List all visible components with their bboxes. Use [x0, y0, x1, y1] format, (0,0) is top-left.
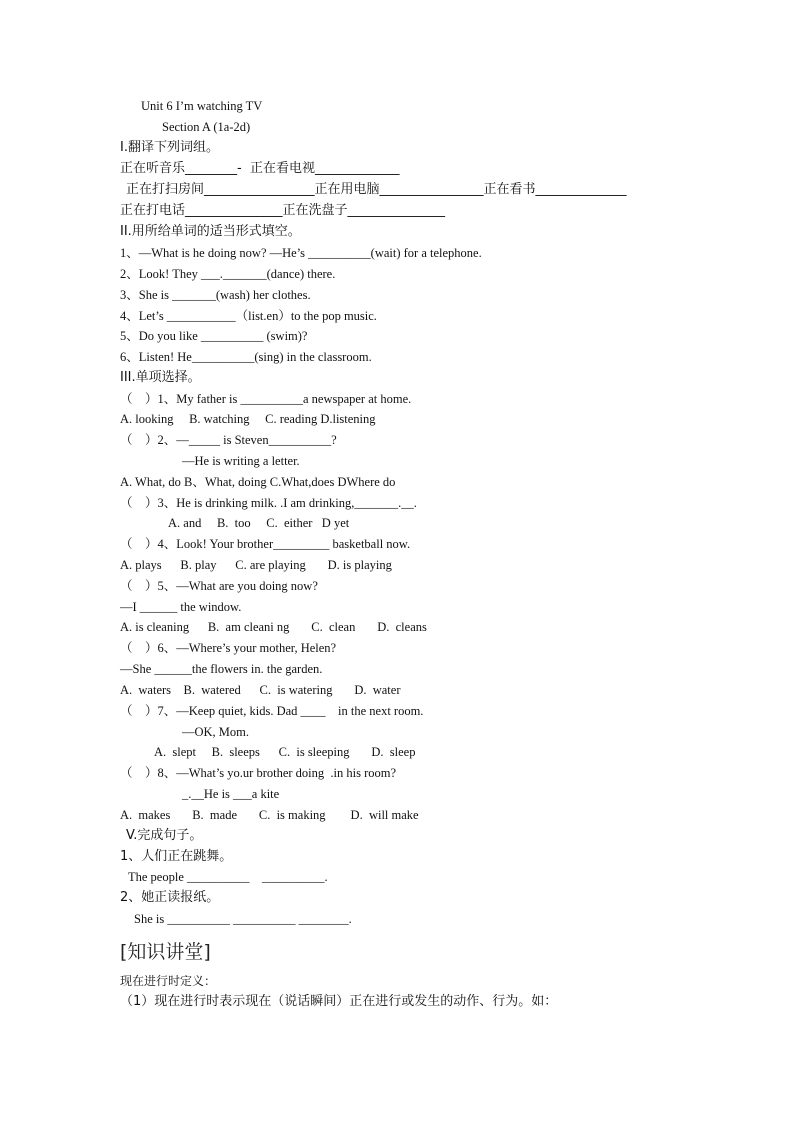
- definition-text: （1）现在进行时表示现在（说话瞬间）正在进行或发生的动作、行为。如：: [120, 994, 558, 1009]
- options-line: A. plays B. play C. are playing D. is playing: [120, 558, 392, 572]
- text-line: 正在听音乐________- 正在看电视_____________: [120, 161, 400, 176]
- question-line: 4、Let’s ___________（list.en）to the pop music.: [120, 309, 377, 323]
- text-line: 正在打电话_______________正在洗盘子_______________: [120, 203, 446, 218]
- part-heading: V.完成句子。: [126, 828, 203, 843]
- options-line: A. is cleaning B. am cleani ng C. clean D. cleans: [120, 620, 427, 634]
- options-line: A. makes B. made C. is making D. will make: [120, 808, 419, 822]
- question-line: —She ______the flowers in. the garden.: [120, 662, 323, 676]
- question-line: 6、Listen! He__________(sing) in the classroom.: [120, 350, 372, 364]
- definition-label: 现在进行时定义：: [120, 974, 217, 988]
- question-line: （ ）1、My father is __________a newspaper at home.: [120, 392, 412, 406]
- question-line: 2、Look! They ___._______(dance) there.: [120, 267, 336, 281]
- options-line: A. looking B. watching C. reading D.listening: [120, 412, 376, 426]
- question-line: （ ）3、He is drinking milk. .I am drinking,_______.__.: [120, 496, 417, 510]
- question-line: （ ）8、—What’s yo.ur brother doing .in his room?: [120, 766, 397, 780]
- question-line: _.__He is ___a kite: [182, 787, 280, 801]
- question-line: 1、人们正在跳舞。: [120, 849, 233, 864]
- question-line: （ ）2、—_____ is Steven__________?: [120, 433, 337, 447]
- question-line: —OK, Mom.: [182, 725, 250, 739]
- section-heading: [知识讲堂]: [120, 941, 211, 963]
- text-line: 正在打扫房间_________________正在用电脑________________正在看书______________: [126, 182, 627, 197]
- section-title: Section A (1a-2d): [162, 120, 251, 134]
- question-line: 1、—What is he doing now? —He’s __________(wait) for a telephone.: [120, 246, 482, 260]
- unit-title: Unit 6 I’m watching TV: [141, 99, 263, 113]
- question-line: （ ）4、Look! Your brother_________ basketball now.: [120, 537, 411, 551]
- part-heading: III.单项选择。: [120, 370, 201, 385]
- question-line: （ ）7、—Keep quiet, kids. Dad ____ in the next room.: [120, 704, 424, 718]
- question-line: 2、她正读报纸。: [120, 890, 220, 905]
- answer-line: She is __________ __________ ________.: [134, 912, 352, 926]
- options-line: A. What, do B、What, doing C.What,does DWhere do: [120, 475, 396, 489]
- part-heading: II.用所给单词的适当形式填空。: [120, 224, 301, 239]
- question-line: 5、Do you like __________ (swim)?: [120, 329, 308, 343]
- options-line: A. waters B. watered C. is watering D. water: [120, 683, 401, 697]
- question-line: —I ______ the window.: [120, 600, 242, 614]
- question-line: 3、She is _______(wash) her clothes.: [120, 288, 311, 302]
- question-line: （ ）5、—What are you doing now?: [120, 579, 318, 593]
- question-line: —He is writing a letter.: [182, 454, 300, 468]
- part-heading: I.翻译下列词组。: [120, 140, 219, 155]
- question-line: （ ）6、—Where’s your mother, Helen?: [120, 641, 337, 655]
- answer-line: The people __________ __________.: [128, 870, 328, 884]
- options-line: A. and B. too C. either D yet: [168, 516, 350, 530]
- options-line: A. slept B. sleeps C. is sleeping D. sleep: [154, 745, 416, 759]
